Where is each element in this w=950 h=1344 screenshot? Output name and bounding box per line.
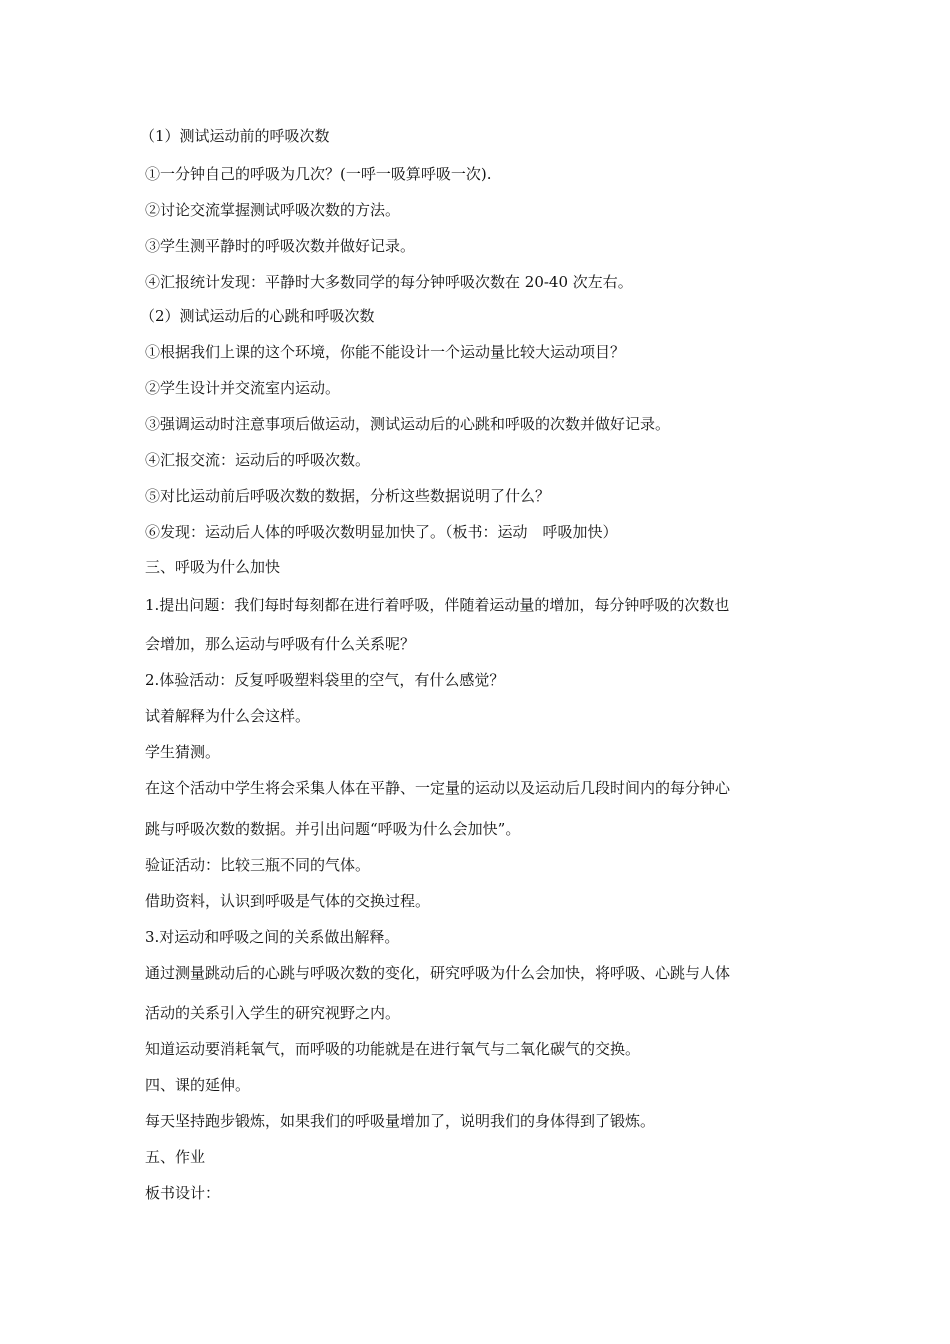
text-line: ③强调运动时注意事项后做运动，测试运动后的心跳和呼吸的次数并做好记录。 (145, 415, 671, 433)
text-line: 2.体验活动：反复呼吸塑料袋里的空气，有什么感觉？ (145, 671, 505, 689)
text-line: 验证活动：比较三瓶不同的气体。 (145, 856, 371, 874)
text-line: ④汇报交流：运动后的呼吸次数。 (145, 451, 371, 469)
text-line: ①根据我们上课的这个环境，你能不能设计一个运动量比较大运动项目？ (145, 343, 626, 361)
text-line: ③学生测平静时的呼吸次数并做好记录。 (145, 237, 416, 255)
section-heading-homework: 五、作业 (145, 1148, 206, 1166)
section-heading-board-design: 板书设计： (145, 1184, 221, 1202)
text-line: 知道运动要消耗氧气，而呼吸的功能就是在进行氧气与二氧化碳气的交换。 (145, 1040, 641, 1058)
text-line: 学生猜测。 (145, 743, 221, 761)
text-line: 跳与呼吸次数的数据。并引出问题“呼吸为什么会加快”。 (145, 820, 521, 838)
text-line: 试着解释为什么会这样。 (145, 707, 311, 725)
text-line: ②讨论交流掌握测试呼吸次数的方法。 (145, 201, 401, 219)
text-line: ⑥发现：运动后人体的呼吸次数明显加快了。（板书：运动 呼吸加快） (145, 523, 618, 541)
section-heading-after-exercise: （2）测试运动后的心跳和呼吸次数 (140, 307, 375, 325)
text-line: ④汇报统计发现：平静时大多数同学的每分钟呼吸次数在 20-40 次左右。 (145, 273, 633, 291)
text-line: 通过测量跳动后的心跳与呼吸次数的变化，研究呼吸为什么会加快，将呼吸、心跳与人体 (145, 964, 731, 982)
section-heading-extension: 四、课的延伸。 (145, 1076, 251, 1094)
section-heading-before-exercise: （1）测试运动前的呼吸次数 (140, 127, 330, 145)
text-line: ②学生设计并交流室内运动。 (145, 379, 341, 397)
text-line: 每天坚持跑步锻炼，如果我们的呼吸量增加了，说明我们的身体得到了锻炼。 (145, 1112, 656, 1130)
text-line: ①一分钟自己的呼吸为几次？(一呼一吸算呼吸一次). (145, 165, 492, 183)
text-line: 1.提出问题：我们每时每刻都在进行着呼吸，伴随着运动量的增加，每分钟呼吸的次数也 (145, 596, 730, 614)
text-line: 会增加，那么运动与呼吸有什么关系呢？ (145, 635, 416, 653)
text-line: 借助资料，认识到呼吸是气体的交换过程。 (145, 892, 431, 910)
text-line: 3.对运动和呼吸之间的关系做出解释。 (145, 928, 400, 946)
section-heading-why-faster: 三、呼吸为什么加快 (145, 558, 281, 576)
text-line: 在这个活动中学生将会采集人体在平静、一定量的运动以及运动后几段时间内的每分钟心 (145, 779, 731, 797)
text-line: 活动的关系引入学生的研究视野之内。 (145, 1004, 401, 1022)
text-line: ⑤对比运动前后呼吸次数的数据，分析这些数据说明了什么？ (145, 487, 551, 505)
